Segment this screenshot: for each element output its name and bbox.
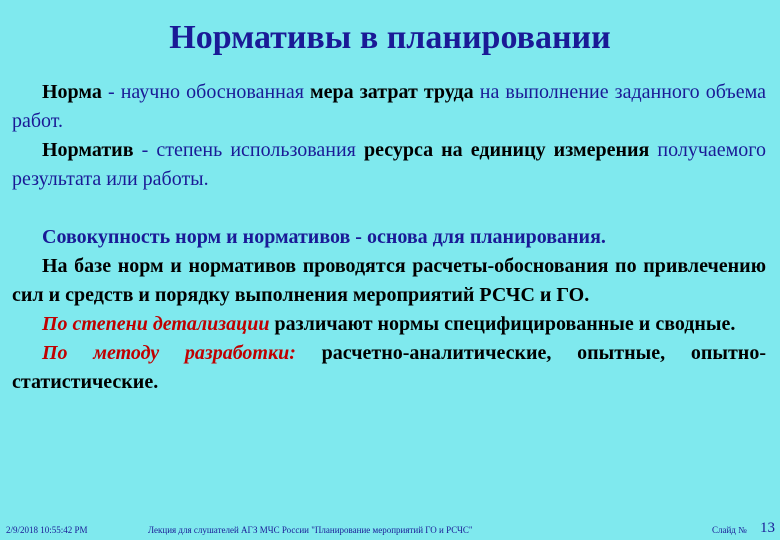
paragraph-detail <box>12 310 766 339</box>
footer-lecture-title: Лекция для слушателей АГЗ МЧС России "Планирование мероприятий ГО и РСЧС" <box>148 525 473 535</box>
text: на выполнение заданного объема работ. <box>12 81 767 132</box>
paragraph-method <box>12 339 766 397</box>
text: различают нормы специфицированные и сводные. <box>269 313 736 335</box>
text: получаемого результата или работы. <box>12 139 767 190</box>
emphasis: мера затрат труда <box>310 81 474 103</box>
term-norma: Норма <box>42 81 102 103</box>
slide-body <box>12 78 766 397</box>
term-normativ: Норматив <box>42 139 134 161</box>
paragraph-norma <box>12 78 766 136</box>
footer-date: 2/9/2018 10:55:42 PM <box>6 525 88 535</box>
emphasis: ресурса на единицу измерения <box>363 139 650 161</box>
paragraph-basis: На базе норм и нормативов проводятся расчеты-обоснования по привлечению сил и средств и порядку выполнения мероприятий РСЧС и ГО. <box>12 255 766 306</box>
text: расчетно-аналитические, опытные, опытно-статистические. <box>12 342 766 393</box>
text: - степень использования <box>133 139 364 161</box>
footer-slide-label: Слайд № <box>712 525 747 535</box>
slide-footer <box>0 520 780 539</box>
spacer <box>12 194 766 223</box>
slide-title: Нормативы в планировании <box>169 19 611 56</box>
footer-slide-number: 13 <box>760 520 775 536</box>
paragraph-summary: Совокупность норм и нормативов - основа для планирования. <box>42 226 606 248</box>
paragraph-normativ <box>12 136 766 194</box>
highlight-method: По методу разработки: <box>42 342 296 364</box>
highlight-detail: По степени детализации <box>42 313 270 335</box>
text: - научно обоснованная <box>101 81 311 103</box>
